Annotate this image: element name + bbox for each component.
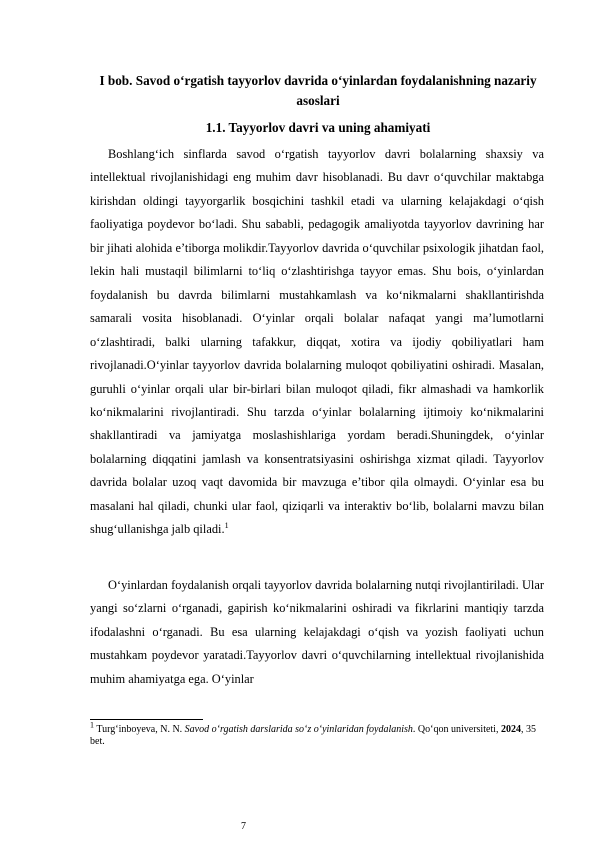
footnote-marker: 1 [90, 720, 94, 730]
footnote-separator [90, 719, 203, 720]
footnote [90, 720, 544, 748]
footnote-publisher: . Qo‘qon universiteti, [412, 724, 499, 735]
footnote-title: Savod o‘rgatish darslarida so‘z o‘yinlaridan foydalanish [184, 724, 413, 735]
chapter-title: I bob. Savod o‘rgatish tayyorlov davrida o‘yinlardan foydalanishning nazariy asoslari [99, 73, 537, 108]
paragraph-1 [90, 143, 544, 542]
paragraph-2: O‘yinlardan foydalanish orqali tayyorlov davrida bolalarning nutqi rivojlantiriladi. Ular yangi so‘zlarni o‘rganadi, gapirish ko‘nikmalarini oshiradi va fikrlarini mantiqiy tarzda ifodalashni o‘rganadi. Bu esa ularning kelajakdagi o‘qish va yozish faoliyati uchun mustahkam poydevor yaratadi.Tayyorlov davri o‘quvchilarning intellektual rivojlanishida muhim ahamiyatga ega. O‘yinlar [90, 578, 544, 686]
page-number: 7 [241, 821, 246, 832]
paragraph-1-text: Boshlang‘ich sinflarda savod o‘rgatish tayyorlov davri bolalarning shaxsiy va intellektual rivojlanishidagi eng muhim davr hisoblanadi. Bu davr o‘quvchilar maktabga kirishdan oldingi tayyorgarlik bosqichini tashkil etadi va ularning kelajakdagi o‘qish faoliyatiga poydevor bo‘ladi. Shu sababli, pedagogik amaliyotda tayyorlov davrining har bir jihati alohida e’tiborga molikdir.Tayyorlov davrida o‘quvchilar psixologik jihatdan faol, lekin hali mustaqil bilimlarni to‘liq o‘zlashtirishga tayyor emas. Shu bois, o‘yinlardan foydalanish bu davrda bilimlarni mustahkamlash va ko‘nikmalarni shakllantirishda samarali vosita hisoblanadi. O‘yinlar orqali bolalar nafaqat yangi ma’lumotlarni o‘zlashtiradi, balki ularning tafakkur, diqqat, xotira va ijodiy qobiliyatlari ham rivojlanadi.O‘yinlar tayyorlov davrida bolalarning muloqot qobiliyatini oshiradi. Masalan, guruhli o‘yinlar orqali ular bir-birlari bilan muloqot qiladi, fikr almashadi va hamkorlik ko‘nikmalarini rivojlantiradi. Shu tarzda o‘yinlar bolalarning ijtimoiy ko‘nikmalarini shakllantiradi va jamiyatga moslashishlariga yordam beradi.Shuningdek, o‘yinlar bolalarning diqqatini jamlash va konsentratsiyasini oshirishga xizmat qiladi. Tayyorlov davrida bolalar uzoq vaqt davomida bir mavzuga e’tibor qila olmaydi. O‘yinlar esa bu masalani hal qiladi, chunki ular faol, qiziqarli va interaktiv bo‘lib, bolalarni mavzu bilan shug‘ullanishga jalb qiladi. [90, 147, 544, 537]
footnote-reference[interactable]: 1 [224, 521, 229, 531]
body-text-lower [90, 574, 544, 691]
footnote-pages: , 35 bet. [90, 724, 536, 747]
footnote-year: 2024 [500, 724, 521, 735]
section-title: 1.1. Tayyorlov davri va uning ahamiyati [205, 120, 431, 135]
body-text-upper [90, 143, 544, 542]
footnote-author: Turg‘inboyeva, N. N. [96, 724, 183, 735]
